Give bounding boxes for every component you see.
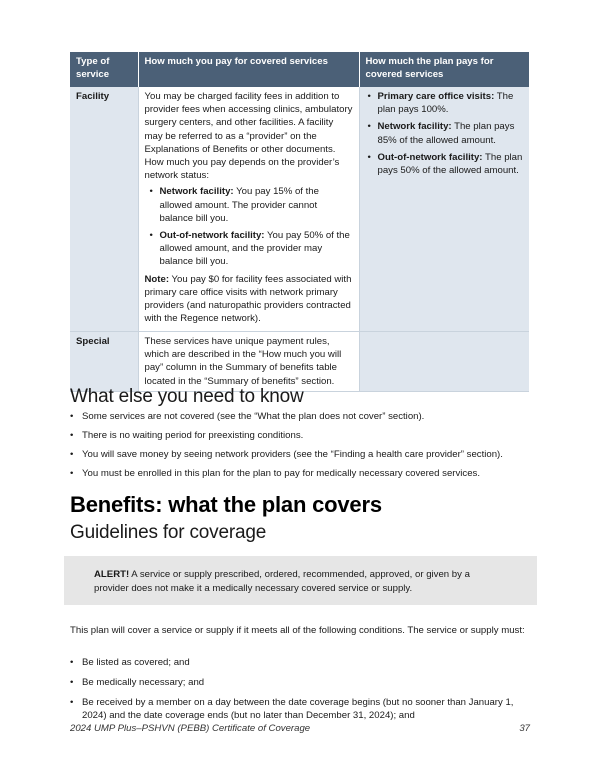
special-plan-pays-cell <box>359 332 529 392</box>
page-title: Benefits: what the plan covers <box>70 492 382 517</box>
facility-plan-pays-list <box>366 90 524 177</box>
list-item: • Be received by a member on a day between the date coverage begins (but no sooner than January 1, 2024) and the date coverage ends (but no later than December 31, 2024); and <box>70 696 530 722</box>
facility-you-pay-list <box>145 185 353 268</box>
header-you-pay: How much you pay for covered services <box>138 52 359 87</box>
list-item: • There is no waiting period for preexisting conditions. <box>70 429 540 448</box>
list-item: • Be medically necessary; and <box>70 676 530 689</box>
list-item: • Primary care office visits: The plan pays 100%. <box>366 90 524 116</box>
section-heading-guidelines: Guidelines for coverage <box>70 522 267 543</box>
facility-type-cell: Facility <box>70 87 138 332</box>
table-row-facility <box>70 87 529 332</box>
list-item: • You will save money by seeing network providers (see the “Finding a health care provider” section). <box>70 448 540 467</box>
know-list <box>70 410 540 486</box>
facility-intro: You may be charged facility fees in addition to provider fees when accessing clinics, ambulatory surgery centers, and other facilities. A facility may be referred to as a “provider” on the Explanations of Benefits or other documents. How much you pay depends on the provider’s network status: <box>144 91 353 182</box>
facility-plan-pays-cell <box>359 87 529 332</box>
list-item: • Out-of-network facility: The plan pays 50% of the allowed amount. <box>366 151 524 177</box>
footer-page-number: 37 <box>519 723 530 734</box>
list-item: • Network facility: The plan pays 85% of the allowed amount. <box>366 120 524 146</box>
special-type-cell: Special <box>70 332 138 392</box>
list-item: • Network facility: You pay 15% of the allowed amount. The provider cannot balance bill you. <box>148 185 353 225</box>
alert-box <box>64 556 537 605</box>
coverage-intro: This plan will cover a service or supply if it meets all of the following conditions. The service or supply must: <box>70 625 525 636</box>
header-plan-pays: How much the plan pays for covered services <box>359 52 529 87</box>
coverage-table <box>70 52 529 392</box>
special-you-pay-cell: These services have unique payment rules, which are described in the “How much you will pay” column in the Summary of benefits table located in the “Summary of benefits” section. <box>138 332 359 392</box>
facility-you-pay-cell <box>138 87 359 332</box>
list-item: • Some services are not covered (see the “What the plan does not cover” section). <box>70 410 540 429</box>
alert-label: ALERT! <box>94 569 130 580</box>
footer-document-title: 2024 UMP Plus–PSHVN (PEBB) Certificate of Coverage <box>70 723 311 734</box>
alert-text: A service or supply prescribed, ordered, recommended, approved, or given by a provider does not make it a medically necessary covered service or supply. <box>94 569 470 594</box>
conditions-list <box>70 656 530 729</box>
list-item: • Be listed as covered; and <box>70 656 530 669</box>
table-row-special <box>70 332 529 392</box>
section-heading-know: What else you need to know <box>70 386 304 407</box>
header-type-of-service: Type of service <box>70 52 138 87</box>
list-item: • You must be enrolled in this plan for the plan to pay for medically necessary covered services. <box>70 467 540 486</box>
table-header-row <box>70 52 529 87</box>
list-item: • Out-of-network facility: You pay 50% of the allowed amount, and the provider may balance bill you. <box>148 229 353 269</box>
facility-note: Note: You pay $0 for facility fees associated with primary care office visits with network primary providers (and naturopathic providers contracted with the Regence network). <box>144 273 352 325</box>
